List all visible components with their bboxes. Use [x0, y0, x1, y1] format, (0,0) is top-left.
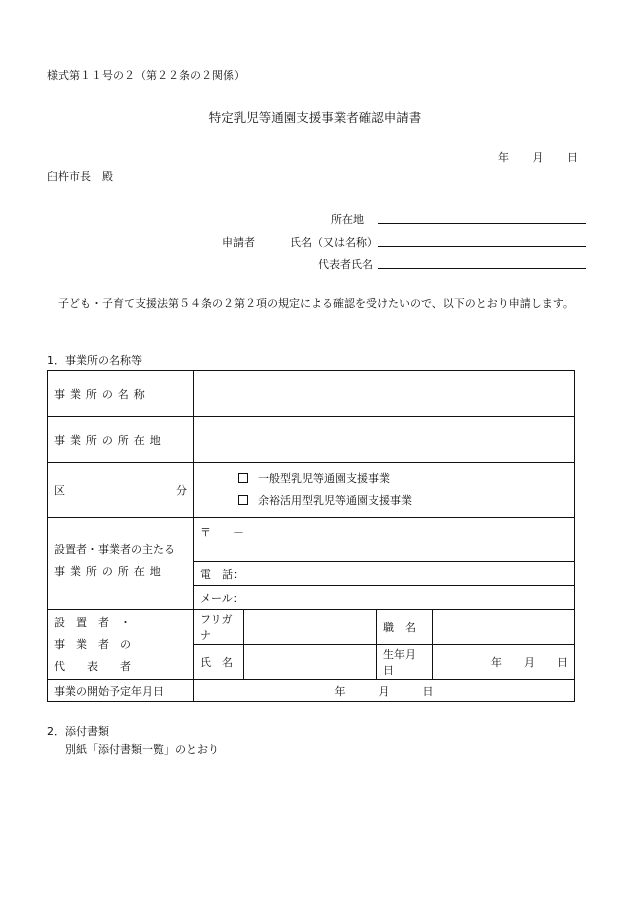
table-row: [48, 610, 575, 645]
representative-field[interactable]: [378, 268, 586, 269]
table-row: [48, 371, 575, 417]
addressee: 臼杵市長 殿: [47, 170, 113, 183]
option-general[interactable]: [200, 468, 568, 490]
birth-date-field[interactable]: 年 月 日: [433, 645, 575, 680]
main-office-label-line1: 設置者・事業者の主たる: [54, 543, 175, 556]
mail-field[interactable]: メール：: [194, 586, 575, 610]
form-number: 様式第１１号の２（第２２条の２関係）: [47, 69, 245, 82]
checkbox-icon[interactable]: [238, 473, 248, 483]
section2-note: 別紙「添付書類一覧」のとおり: [65, 743, 219, 756]
facility-name-field[interactable]: [194, 371, 575, 417]
rep-label-line2: 事 業 者 の: [54, 637, 131, 651]
section1-heading: 1．事業所の名称等: [47, 354, 142, 367]
start-date-field[interactable]: 年 月 日: [194, 680, 575, 702]
option-general-label: 一般型乳児等通園支援事業: [258, 472, 390, 485]
facility-table: [47, 370, 575, 702]
section2-heading: 2．添付書類: [47, 725, 109, 738]
name-field[interactable]: [378, 246, 586, 247]
table-row: [48, 680, 575, 702]
position-label: 職 名: [377, 610, 433, 645]
position-field[interactable]: [433, 610, 575, 645]
applicant-label: 申請者: [222, 236, 255, 249]
furigana-label: フリガナ: [194, 610, 244, 645]
table-row: [48, 417, 575, 463]
category-label-right: 分: [176, 484, 187, 497]
facility-address-field[interactable]: [194, 417, 575, 463]
rep-label-line1: 設 置 者 ・: [54, 615, 131, 629]
option-surplus-label: 余裕活用型乳児等通園支援事業: [258, 494, 412, 507]
location-label: 所在地: [331, 213, 364, 226]
date-month: 月: [532, 151, 544, 164]
representative-label: 代表者氏名: [318, 258, 373, 271]
rep-name-field[interactable]: [244, 645, 377, 680]
postal-field[interactable]: 〒 －: [194, 518, 575, 562]
rep-label-line3: 代 表 者: [54, 659, 131, 673]
main-office-label-line2: 事業所の所在地: [54, 565, 166, 578]
name-label: 氏名（又は名称）: [290, 236, 378, 249]
date-day: 日: [567, 151, 578, 164]
category-label-left: 区: [54, 484, 65, 497]
representative-cell-label: [48, 610, 194, 680]
table-row: [48, 463, 575, 518]
category-options: [194, 463, 575, 518]
location-field[interactable]: [378, 223, 586, 224]
date-line: [498, 149, 578, 165]
start-date-label: 事業の開始予定年月日: [48, 680, 194, 702]
facility-address-label: 事業所の所在地: [48, 417, 194, 463]
table-row: [48, 518, 575, 562]
checkbox-icon[interactable]: [238, 495, 248, 505]
category-label: [48, 463, 194, 518]
rep-name-label: 氏 名: [194, 645, 244, 680]
main-office-label: [48, 518, 194, 610]
document-title: 特定乳児等通園支援事業者確認申請書: [208, 110, 422, 125]
facility-name-label: 事業所の名称: [48, 371, 194, 417]
date-year: 年: [498, 151, 509, 164]
birth-label: 生年月日: [377, 645, 433, 680]
body-text: 子ども・子育て支援法第５４条の２第２項の規定による確認を受けたいので、以下のとおり申請します。: [58, 297, 574, 310]
option-surplus[interactable]: [200, 490, 568, 512]
furigana-field[interactable]: [244, 610, 377, 645]
phone-field[interactable]: 電 話：: [194, 562, 575, 586]
